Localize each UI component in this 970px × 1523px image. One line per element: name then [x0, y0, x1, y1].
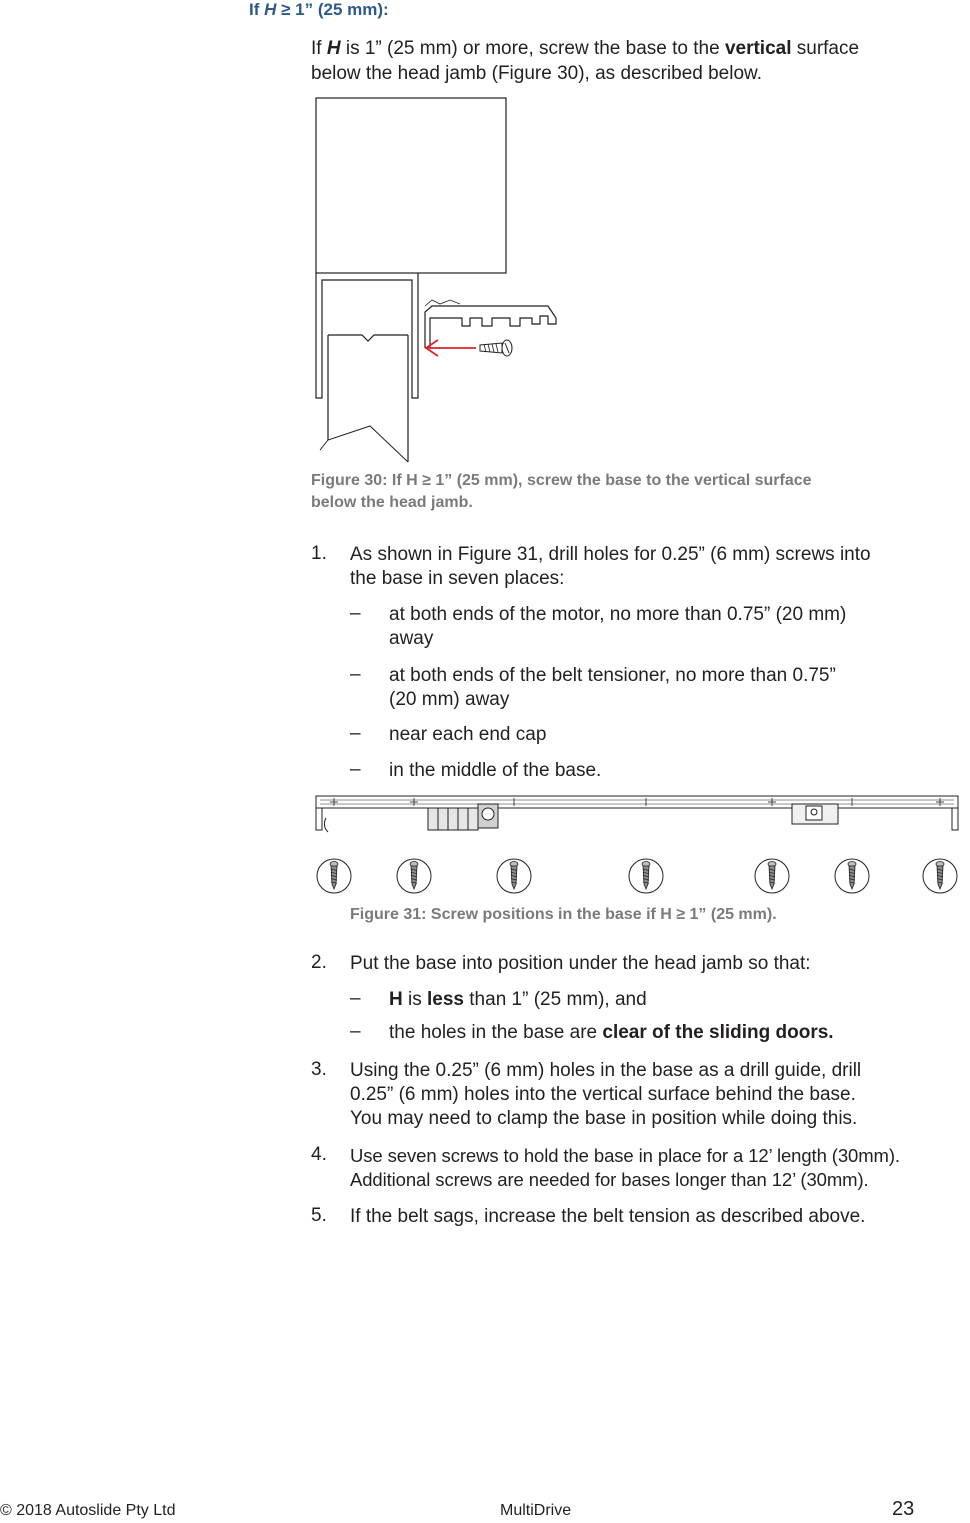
step-4-number: 4.: [311, 1144, 327, 1165]
footer-copyright: © 2018 Autoslide Pty Ltd: [0, 1502, 176, 1519]
end-cap-left: [316, 796, 322, 830]
bullet-middle: in the middle of the base.: [389, 760, 602, 781]
bullet-dash: –: [350, 759, 361, 780]
screw-icon: [755, 859, 789, 893]
bullet-dash: –: [350, 988, 361, 1009]
figure-30-diagram: [0, 0, 970, 470]
screw-icon: [317, 859, 351, 893]
bullet-h-less: H is less than 1” (25 mm), and: [389, 989, 647, 1010]
footer-page-number: 23: [892, 1498, 915, 1520]
bullet-dash: –: [350, 1021, 361, 1042]
bullet-end-cap: near each end cap: [389, 724, 547, 745]
screw-row: [0, 850, 970, 910]
door-top-notch: [328, 335, 408, 341]
step-4-text: Use seven screws to hold the base in place for a 12’ length (30mm). Additional screws are needed for bases longer than 12’ (30mm).: [350, 1145, 900, 1190]
screw-icon: [835, 859, 869, 893]
screw-icon: [480, 340, 512, 356]
step-1-text: As shown in Figure 31, drill holes for 0.25” (6 mm) screws into the base in seven places:: [350, 544, 871, 589]
step-5-text: If the belt sags, increase the belt tension as described above.: [350, 1206, 866, 1227]
step-3-number: 3.: [311, 1059, 327, 1080]
break-line: [320, 426, 408, 462]
bullet-dash: –: [350, 664, 361, 685]
head-jamb-block: [316, 98, 506, 273]
sliding-door-edges: [328, 335, 408, 462]
step-5-number: 5.: [311, 1205, 327, 1226]
step-1-number: 1.: [311, 543, 327, 564]
figure-30-caption: Figure 30: If H ≥ 1” (25 mm), screw the base to the vertical surface below the head jamb.: [311, 472, 812, 511]
bullet-tensioner-ends: at both ends of the belt tensioner, no more than 0.75” (20 mm) away: [389, 665, 836, 710]
screw-icon: [397, 859, 431, 893]
screw-icon: [923, 859, 957, 893]
base-edge-detail: [425, 300, 460, 306]
end-cap-left-hook: [324, 818, 328, 832]
screw-icon: [629, 859, 663, 893]
step-2-number: 2.: [311, 952, 327, 973]
step-2-text: Put the base into position under the head jamb so that:: [350, 953, 811, 974]
screw-icon: [497, 859, 531, 893]
end-cap-right: [952, 796, 958, 830]
belt-tensioner: [792, 804, 838, 824]
base-profile: [425, 306, 556, 348]
bullet-dash: –: [350, 723, 361, 744]
motor-unit: [428, 804, 498, 830]
arrow-icon: [426, 340, 476, 356]
bullet-holes-clear: the holes in the base are clear of the sliding doors.: [389, 1022, 834, 1043]
figure-31-caption: Figure 31: Screw positions in the base if H ≥ 1” (25 mm).: [350, 906, 777, 923]
hole-marks: [330, 798, 944, 806]
bullet-motor-ends: at both ends of the motor, no more than 0.75” (20 mm) away: [389, 604, 847, 649]
bullet-dash: –: [350, 603, 361, 624]
footer-product: MultiDrive: [500, 1502, 572, 1519]
intro-paragraph: If H is 1” (25 mm) or more, screw the base to the vertical surface below the head jamb (Figure 30), as described below.: [311, 38, 860, 84]
step-3-text: Using the 0.25” (6 mm) holes in the base as a drill guide, drill 0.25” (6 mm) holes into the vertical surface behind the base. You may need to clamp the base in position while doing this.: [350, 1060, 862, 1129]
section-heading: If H ≥ 1” (25 mm):: [249, 0, 389, 19]
